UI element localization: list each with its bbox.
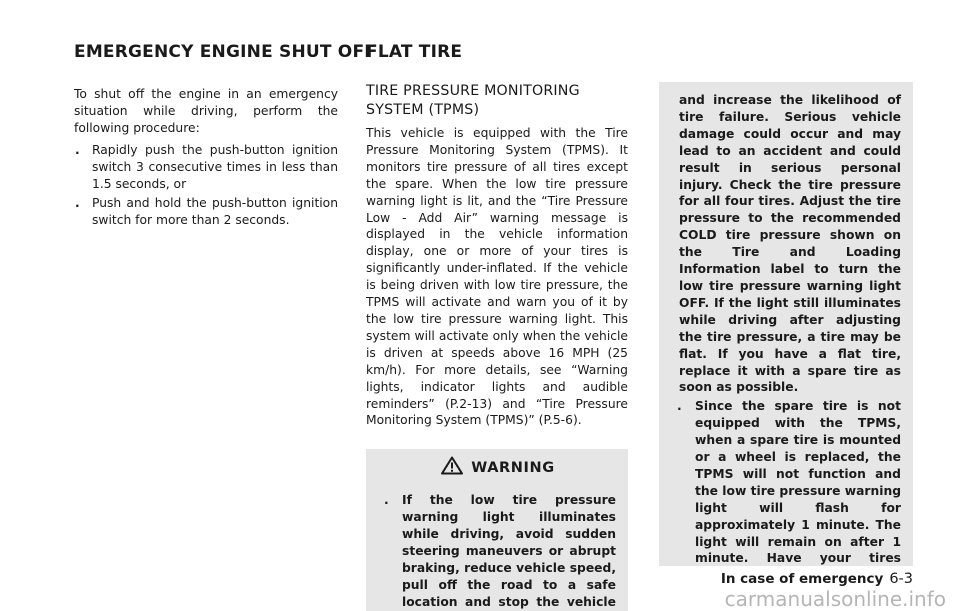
list-item: . Push and hold the push-button ignition switch for more than 2 seconds. [75, 196, 338, 228]
warning-box [366, 449, 628, 611]
list-item: . Since the spare tire is not equipped with the TPMS, when a spare tire is mounted or a wheel is replaced, the TPMS will not function and the low tire pressure warning light will flash for approximately 1 minute. The light will remain on after 1 minute. Have your tires [677, 399, 901, 566]
warning-list-continued [671, 398, 901, 566]
emergency-steps-list [74, 142, 338, 230]
site-watermark: carmanualsonline.info [724, 587, 946, 611]
emergency-intro: To shut off the engine in an emergency situation while driving, perform the following procedure: [74, 87, 338, 135]
warning-list [380, 492, 616, 611]
bullet-mark: . [75, 196, 80, 211]
warning-header [380, 456, 616, 480]
page-number: 6-3 [889, 571, 913, 587]
tpms-subheading: TIRE PRESSURE MONITORING SYSTEM (TPMS) [366, 83, 580, 118]
column-emergency-shutoff [74, 86, 338, 232]
warning-box-continued [659, 82, 913, 566]
page-footer [721, 571, 913, 587]
section-heading-flat-tire: FLAT TIRE [366, 42, 463, 62]
list-item: . Rapidly push the push-button ignition switch 3 consecutive times in less than 1.5 seconds, or [75, 142, 338, 191]
warning-triangle-icon [441, 456, 463, 480]
bullet-mark: . [677, 399, 682, 414]
bullet-mark: . [384, 493, 389, 508]
warning-bullet1-continued: and increase the likelihood of tire failure. Serious vehicle damage could occur and may lead to an accident and could result in serious personal injury. Check the tire pressure for all four tires. Adjust the tire pressure to the recommended COLD tire pressure shown on the Tire and Loading Information label to turn the low tire pressure warning light OFF. If the light still illuminates while driving after adjusting the tire pressure, a tire may be flat. If you have a flat tire, replace it with a spare tire as soon as possible. [679, 93, 901, 395]
section-heading-emergency: EMERGENCY ENGINE SHUT OFF [74, 42, 377, 62]
column-warning-continued [659, 82, 913, 566]
warning-title: WARNING [471, 459, 555, 476]
tpms-body: This vehicle is equipped with the Tire Pressure Monitoring System (TPMS). It monitors tire pressure of all tires except the spare. When the low tire pressure warning light is lit, and the “Tire Pressure Low - Add Air” warning message is displayed in the vehicle information display, one or more of your tires is significantly under-inflated. If the vehicle is being driven with low tire pressure, the TPMS will activate and warn you of it by the low tire pressure warning light. This system will activate only when the vehicle is driven at speeds above 16 MPH (25 km/h). For more details, see “Warning lights, indicator lights and audible reminders” (P.2-13) and “Tire Pressure Monitoring System (TPMS)” (P.5-6). [366, 126, 628, 428]
column-tpms [366, 82, 628, 611]
list-item: . If the low tire pressure warning light illuminates while driving, avoid sudden steering maneuvers or abrupt braking, reduce vehicle speed, pull off the road to a safe location and stop the vehicle [384, 493, 616, 609]
footer-section-label: In case of emergency [720, 571, 884, 587]
bullet-mark: . [75, 142, 80, 157]
